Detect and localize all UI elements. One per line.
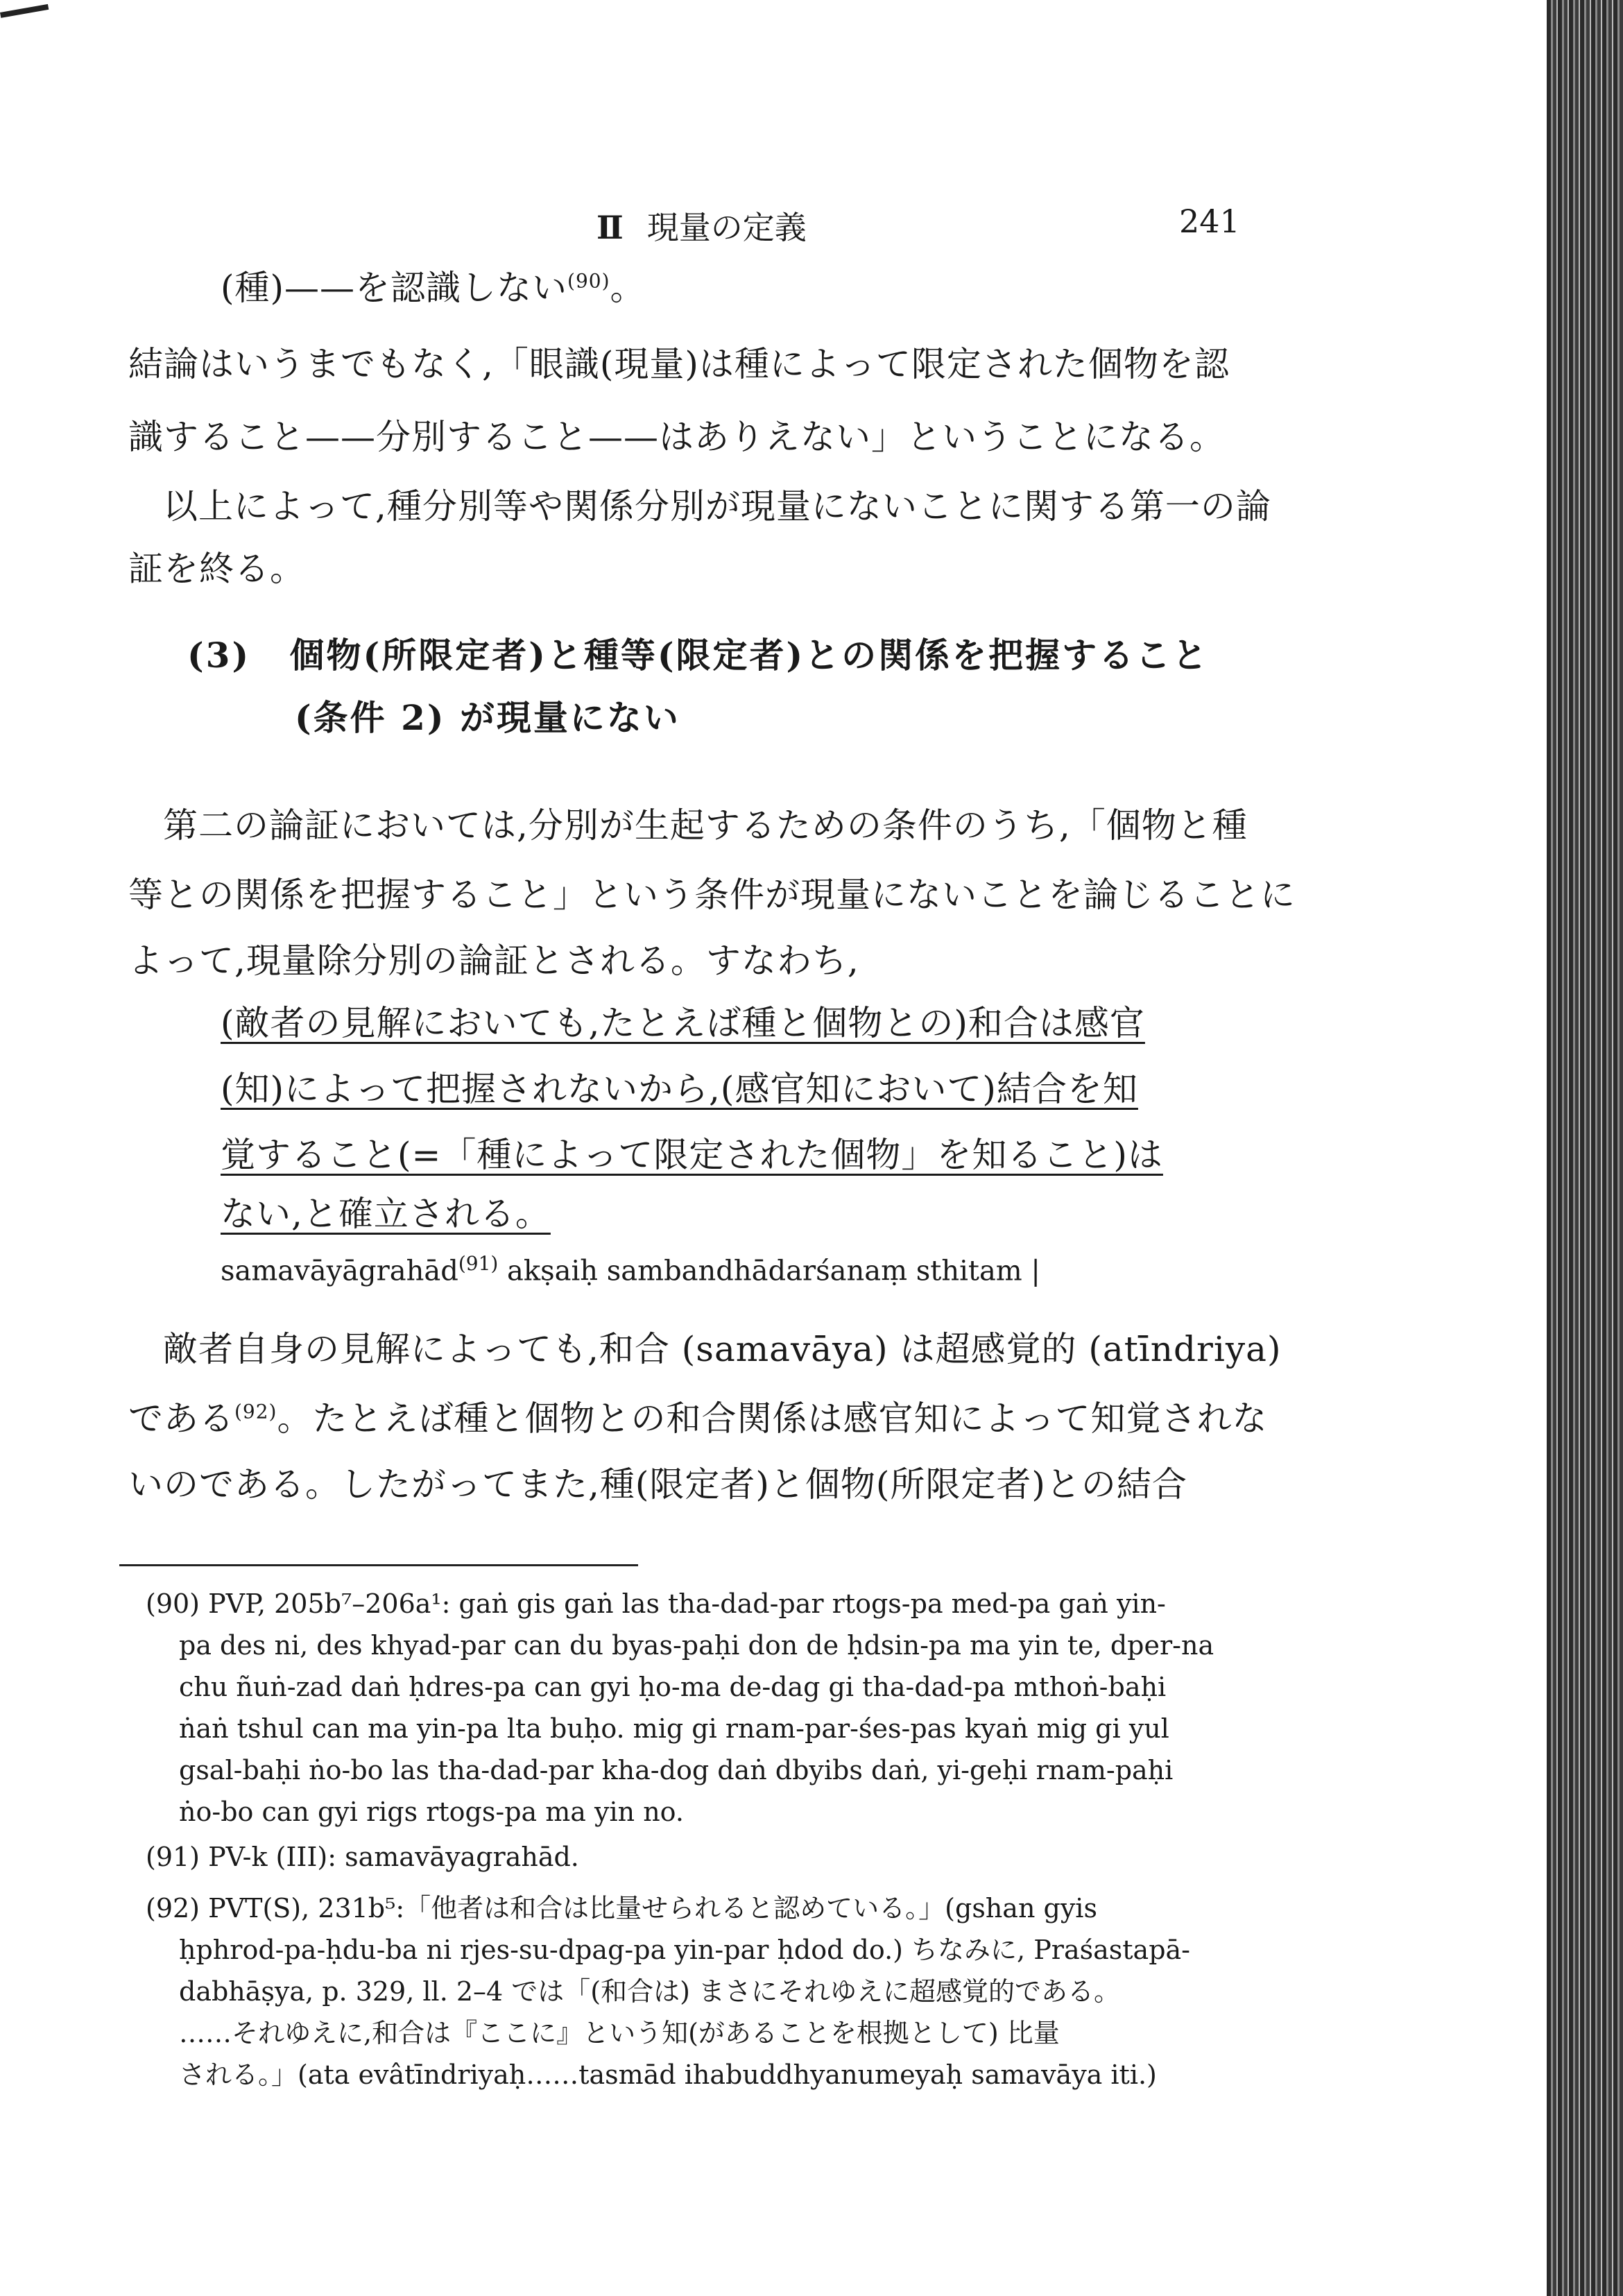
body-line: 以上によって,種分別等や関係分別が現量にないことに関する第一の論	[163, 486, 1271, 526]
body-line: 結論はいうまでもなく,「眼識(現量)は種によって限定された個物を認	[128, 344, 1230, 384]
body-line: いのである。したがってまた,種(限定者)と個物(所限定者)との結合	[128, 1464, 1187, 1505]
footnote-rule	[119, 1564, 638, 1566]
body-line	[221, 260, 646, 310]
body-line: 等との関係を把握すること」という条件が現量にないことを論じることに	[128, 875, 1296, 915]
scan-corner-mark	[0, 4, 49, 18]
section-title: 個物(所限定者)と種等(限定者)との関係を把握すること	[289, 635, 1210, 676]
section-number: (3)	[187, 635, 251, 676]
footnote-92-line: ḥphrod-pa-ḥdu-ba ni rjes-su-dpag-pa yin-par ḥdod do.) ちなみに, Praśastapā-	[179, 1935, 1191, 1965]
footnote-92-line: される。」(ata evâtīndriyaḥ……tasmād ihabuddhyanumeyaḥ samavāya iti.)	[179, 2059, 1157, 2090]
body-text: 。	[610, 268, 646, 308]
body-text: である	[128, 1398, 234, 1439]
chapter-number: Ⅱ	[596, 209, 624, 246]
footnote-90-line: ṅaṅ tshul can ma yin-pa lta buḥo. mig gi rnam-par-śes-pas kyaṅ mig gi yul	[179, 1713, 1169, 1744]
footnote-90-line: chu ñuṅ-zad daṅ ḥdres-pa can gyi ḥo-ma de-dag gi tha-dad-pa mthoṅ-baḥi	[179, 1672, 1167, 1702]
footnote-ref: (92)	[234, 1400, 277, 1423]
section-title-cont: (条件 2) が現量にない	[295, 697, 680, 738]
quote-line: ない,と確立される。	[221, 1194, 551, 1234]
chapter-title: 現量の定義	[646, 209, 807, 246]
footnote-92-line: ……それゆえに,和合は『ここに』という知(があることを根拠として) 比量	[179, 2018, 1060, 2048]
page-number: 241	[1179, 203, 1240, 240]
verse-text: samavāyāgrahād	[221, 1255, 458, 1287]
footnote-91: (91) PV-k (III): samavāyagrahād.	[146, 1842, 579, 1872]
verse-text: akṣaiḥ sambandhādarśanaṃ sthitam |	[498, 1255, 1040, 1287]
footnote-92-line: (92) PVT(S), 231b⁵:「他者は和合は比量せられると認めている。」(gshan gyis	[146, 1893, 1097, 1924]
body-line	[128, 1391, 1267, 1441]
body-line: よって,現量除分別の論証とされる。すなわち,	[128, 941, 859, 981]
quote-line: (敵者の見解においても,たとえば種と個物との)和合は感官	[221, 1003, 1145, 1043]
sanskrit-verse	[221, 1252, 1040, 1287]
section-heading	[187, 628, 1209, 678]
footnote-ref: (91)	[458, 1252, 499, 1275]
running-header	[596, 203, 807, 248]
body-line: 第二の論証においては,分別が生起するための条件のうち,「個物と種	[163, 805, 1248, 846]
body-line: 証を終る。	[128, 549, 305, 589]
footnote-90-line: ṅo-bo can gyi rigs rtogs-pa ma yin no.	[179, 1797, 684, 1827]
footnote-92-line: dabhāṣya, p. 329, ll. 2–4 では「(和合は) まさにそれゆえに超感覚的である。	[179, 1976, 1121, 2007]
footnote-ref: (90)	[567, 269, 610, 293]
quote-line: 覚すること(=「種によって限定された個物」を知ること)は	[221, 1135, 1163, 1175]
scan-binding-edge	[1547, 0, 1623, 2296]
body-line: 識すること——分別すること——はありえない」ということになる。	[128, 417, 1225, 457]
footnote-90-line: (90) PVP, 205b⁷–206a¹: gaṅ gis gaṅ las tha-dad-par rtogs-pa med-pa gaṅ yin-	[146, 1588, 1166, 1619]
body-line: 敵者自身の見解によっても,和合 (samavāya) は超感覚的 (atīndriya)	[163, 1329, 1282, 1369]
footnote-90-line: gsal-baḥi ṅo-bo las tha-dad-par kha-dog daṅ dbyibs daṅ, yi-geḥi rnam-paḥi	[179, 1755, 1174, 1785]
footnote-90-line: pa des ni, des khyad-par can du byas-paḥi don de ḥdsin-pa ma yin te, dper-na	[179, 1630, 1214, 1661]
body-text: (種)——を認識しない	[221, 268, 568, 308]
body-text: 。たとえば種と個物との和合関係は感官知によって知覚されな	[277, 1398, 1268, 1439]
quote-line: (知)によって把握されないから,(感官知において)結合を知	[221, 1069, 1138, 1109]
